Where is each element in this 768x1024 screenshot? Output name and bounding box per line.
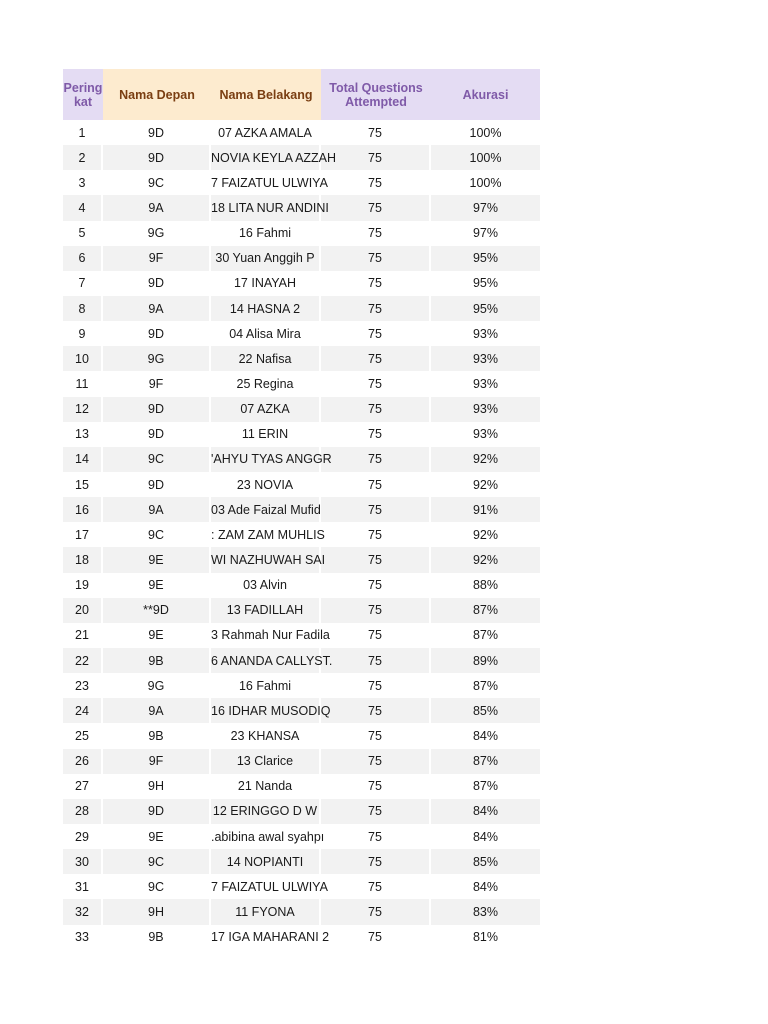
last-name-text: 07 AZKA <box>240 402 290 417</box>
accuracy-cell: 100% <box>431 170 540 195</box>
last-name-text: .abibina awal syahpı <box>211 829 325 844</box>
total-questions-cell: 75 <box>321 824 431 849</box>
table-body <box>63 120 540 950</box>
first-name-cell: 9C <box>103 170 211 195</box>
rank-cell: 22 <box>63 648 103 673</box>
total-questions-cell: 75 <box>321 648 431 673</box>
table-row <box>63 321 540 346</box>
first-name-cell: 9E <box>103 573 211 598</box>
rank-cell: 3 <box>63 170 103 195</box>
total-questions-cell: 75 <box>321 673 431 698</box>
rank-cell: 11 <box>63 371 103 396</box>
rank-cell: 14 <box>63 447 103 472</box>
last-name-text: 7 FAIZATUL ULWIYA <box>211 175 328 190</box>
accuracy-cell: 85% <box>431 849 540 874</box>
first-name-cell: 9A <box>103 497 211 522</box>
total-questions-cell: 75 <box>321 774 431 799</box>
rank-cell: 20 <box>63 598 103 623</box>
total-questions-cell: 75 <box>321 799 431 824</box>
rank-cell: 19 <box>63 573 103 598</box>
table-row <box>63 598 540 623</box>
first-name-cell: 9D <box>103 422 211 447</box>
total-questions-cell: 75 <box>321 723 431 748</box>
total-questions-cell: 75 <box>321 246 431 271</box>
last-name-cell <box>211 271 321 296</box>
table-row <box>63 397 540 422</box>
table-row <box>63 824 540 849</box>
last-name-cell <box>211 522 325 547</box>
total-questions-cell: 75 <box>321 472 431 497</box>
last-name-text: 13 Clarice <box>236 754 294 769</box>
first-name-cell: **9D <box>103 598 211 623</box>
last-name-text: 7 FAIZATUL ULWIYA <box>211 879 328 894</box>
table-row <box>63 120 540 145</box>
last-name-text: 30 Yuan Anggih P <box>215 251 315 266</box>
last-name-cell <box>211 547 326 572</box>
last-name-text: 16 Fahmi <box>238 226 292 241</box>
first-name-cell: 9D <box>103 321 211 346</box>
last-name-cell <box>211 447 332 472</box>
total-questions-cell: 75 <box>321 447 431 472</box>
last-name-text: 13 FADILLAH <box>226 603 304 618</box>
first-name-cell: 9A <box>103 296 211 321</box>
leaderboard-table <box>63 69 540 950</box>
total-questions-cell: 75 <box>321 221 431 246</box>
accuracy-cell: 84% <box>431 874 540 899</box>
accuracy-cell: 84% <box>431 723 540 748</box>
last-name-cell <box>211 472 321 497</box>
last-name-cell <box>211 397 321 422</box>
first-name-cell: 9D <box>103 120 211 145</box>
first-name-cell: 9C <box>103 849 211 874</box>
total-questions-cell: 75 <box>321 497 431 522</box>
last-name-text: 'AHYU TYAS ANGGR <box>211 452 332 467</box>
first-name-cell: 9F <box>103 246 211 271</box>
last-name-text: 14 HASNA 2 <box>229 301 301 316</box>
last-name-text: 04 Alisa Mira <box>229 326 301 341</box>
last-name-text: 03 Alvin <box>243 578 287 593</box>
rank-cell: 17 <box>63 522 103 547</box>
last-name-cell <box>211 899 321 924</box>
table-row <box>63 648 540 673</box>
accuracy-cell: 95% <box>431 271 540 296</box>
total-questions-cell: 75 <box>321 271 431 296</box>
accuracy-cell: 95% <box>431 246 540 271</box>
total-questions-cell: 75 <box>321 874 431 899</box>
last-name-cell <box>211 774 321 799</box>
last-name-cell <box>211 246 321 271</box>
last-name-cell <box>211 346 321 371</box>
table-row <box>63 472 540 497</box>
total-header-line2: Attempted <box>345 94 407 109</box>
last-name-cell <box>211 145 337 170</box>
rank-header-line1: Pering <box>63 80 103 95</box>
leaderboard-sheet <box>63 69 540 950</box>
table-row <box>63 547 540 572</box>
rank-cell: 28 <box>63 799 103 824</box>
first-name-cell: 9D <box>103 472 211 497</box>
rank-cell: 6 <box>63 246 103 271</box>
table-row <box>63 799 540 824</box>
accuracy-cell: 97% <box>431 195 540 220</box>
first-name-cell: 9B <box>103 723 211 748</box>
last-name-cell <box>211 749 321 774</box>
accuracy-cell: 97% <box>431 221 540 246</box>
last-name-text: 03 Ade Faizal Mufid <box>211 502 321 517</box>
last-name-cell <box>211 221 321 246</box>
table-row <box>63 422 540 447</box>
accuracy-cell: 87% <box>431 749 540 774</box>
total-questions-cell: 75 <box>321 899 431 924</box>
accuracy-cell: 100% <box>431 120 540 145</box>
table-header <box>63 69 540 120</box>
last-name-text: 23 NOVIA <box>236 477 294 492</box>
last-name-cell <box>211 170 328 195</box>
last-name-text: 07 AZKA AMALA <box>218 125 312 140</box>
accuracy-cell: 95% <box>431 296 540 321</box>
accuracy-cell: 92% <box>431 472 540 497</box>
table-row <box>63 623 540 648</box>
rank-cell: 32 <box>63 899 103 924</box>
first-name-cell: 9A <box>103 195 211 220</box>
rank-cell: 31 <box>63 874 103 899</box>
last-name-cell <box>211 824 325 849</box>
rank-cell: 26 <box>63 749 103 774</box>
rank-cell: 4 <box>63 195 103 220</box>
first-name-cell: 9H <box>103 899 211 924</box>
table-row <box>63 573 540 598</box>
rank-header-line2: kat <box>73 94 93 109</box>
last-name-cell <box>211 120 321 145</box>
last-name-text: 6 ANANDA CALLYST. <box>211 653 333 668</box>
first-name-cell: 9E <box>103 623 211 648</box>
rank-cell: 30 <box>63 849 103 874</box>
last-name-text: 25 Regina <box>236 376 294 391</box>
accuracy-cell: 84% <box>431 799 540 824</box>
first-name-cell: 9B <box>103 648 211 673</box>
accuracy-cell: 93% <box>431 422 540 447</box>
total-questions-cell: 75 <box>321 296 431 321</box>
accuracy-cell: 93% <box>431 321 540 346</box>
accuracy-cell: 87% <box>431 774 540 799</box>
accuracy-cell: 87% <box>431 673 540 698</box>
table-row <box>63 271 540 296</box>
rank-cell: 27 <box>63 774 103 799</box>
table-row <box>63 774 540 799</box>
table-row <box>63 899 540 924</box>
accuracy-cell: 83% <box>431 899 540 924</box>
last-name-cell <box>211 799 321 824</box>
rank-cell: 2 <box>63 145 103 170</box>
last-name-cell <box>211 371 321 396</box>
first-name-cell: 9C <box>103 874 211 899</box>
rank-cell: 18 <box>63 547 103 572</box>
table-row <box>63 874 540 899</box>
last-name-cell <box>211 623 330 648</box>
accuracy-cell: 93% <box>431 346 540 371</box>
last-name-text: 21 Nanda <box>237 779 293 794</box>
rank-cell: 5 <box>63 221 103 246</box>
total-questions-header <box>321 69 431 120</box>
accuracy-cell: 88% <box>431 573 540 598</box>
rank-cell: 1 <box>63 120 103 145</box>
last-name-text: WI NAZHUWAH SAI <box>211 552 326 567</box>
total-questions-cell: 75 <box>321 749 431 774</box>
rank-cell: 8 <box>63 296 103 321</box>
total-questions-cell: 75 <box>321 573 431 598</box>
total-questions-cell: 75 <box>321 397 431 422</box>
rank-cell: 24 <box>63 698 103 723</box>
last-name-text: 11 ERIN <box>241 427 289 442</box>
table-row <box>63 296 540 321</box>
rank-cell: 9 <box>63 321 103 346</box>
last-name-text: 12 ERINGGO D W <box>212 804 318 819</box>
last-name-cell <box>211 321 321 346</box>
table-row <box>63 673 540 698</box>
accuracy-cell: 92% <box>431 447 540 472</box>
total-questions-cell: 75 <box>321 120 431 145</box>
accuracy-cell: 85% <box>431 698 540 723</box>
rank-cell: 21 <box>63 623 103 648</box>
total-questions-cell: 75 <box>321 598 431 623</box>
accuracy-cell: 92% <box>431 547 540 572</box>
first-name-cell: 9F <box>103 749 211 774</box>
last-name-text: 22 Nafisa <box>238 351 292 366</box>
accuracy-cell: 87% <box>431 623 540 648</box>
table-row <box>63 925 540 950</box>
total-questions-cell: 75 <box>321 170 431 195</box>
rank-cell: 16 <box>63 497 103 522</box>
last-name-text: 17 IGA MAHARANI 2 <box>211 930 330 945</box>
first-name-cell: 9E <box>103 824 211 849</box>
last-name-cell <box>211 723 321 748</box>
last-name-text: NOVIA KEYLA AZZAH <box>211 150 337 165</box>
rank-header <box>63 69 103 120</box>
table-row <box>63 346 540 371</box>
last-name-text: 17 INAYAH <box>233 276 297 291</box>
rank-cell: 23 <box>63 673 103 698</box>
total-questions-cell: 75 <box>321 849 431 874</box>
table-row <box>63 447 540 472</box>
first-name-cell: 9A <box>103 698 211 723</box>
accuracy-cell: 93% <box>431 397 540 422</box>
last-name-text: 18 LITA NUR ANDINI <box>211 200 329 215</box>
first-name-header: Nama Depan <box>103 69 211 120</box>
rank-cell: 13 <box>63 422 103 447</box>
table-row <box>63 145 540 170</box>
first-name-cell: 9D <box>103 397 211 422</box>
last-name-cell <box>211 673 321 698</box>
first-name-cell: 9F <box>103 371 211 396</box>
last-name-text: 16 Fahmi <box>238 678 292 693</box>
total-questions-cell: 75 <box>321 422 431 447</box>
first-name-cell: 9D <box>103 799 211 824</box>
rank-cell: 33 <box>63 925 103 950</box>
first-name-cell: 9B <box>103 925 211 950</box>
rank-cell: 7 <box>63 271 103 296</box>
rank-cell: 10 <box>63 346 103 371</box>
accuracy-cell: 81% <box>431 925 540 950</box>
accuracy-cell: 93% <box>431 371 540 396</box>
last-name-text: 23 KHANSA <box>230 728 300 743</box>
rank-cell: 15 <box>63 472 103 497</box>
table-row <box>63 195 540 220</box>
table-row <box>63 246 540 271</box>
first-name-cell: 9G <box>103 221 211 246</box>
first-name-cell: 9C <box>103 522 211 547</box>
accuracy-cell: 84% <box>431 824 540 849</box>
last-name-cell <box>211 925 330 950</box>
header-row <box>63 69 540 120</box>
first-name-cell: 9G <box>103 673 211 698</box>
total-questions-cell: 75 <box>321 698 431 723</box>
total-questions-cell: 75 <box>321 195 431 220</box>
accuracy-cell: 100% <box>431 145 540 170</box>
accuracy-cell: 87% <box>431 598 540 623</box>
total-questions-cell: 75 <box>321 623 431 648</box>
total-questions-cell: 75 <box>321 925 431 950</box>
table-row <box>63 749 540 774</box>
last-name-cell <box>211 296 321 321</box>
accuracy-cell: 92% <box>431 522 540 547</box>
last-name-cell <box>211 195 329 220</box>
last-name-cell <box>211 573 321 598</box>
table-row <box>63 522 540 547</box>
table-row <box>63 221 540 246</box>
rank-cell: 25 <box>63 723 103 748</box>
total-header-line1: Total Questions <box>329 80 423 95</box>
first-name-cell: 9G <box>103 346 211 371</box>
last-name-cell <box>211 422 321 447</box>
table-row <box>63 497 540 522</box>
total-questions-cell: 75 <box>321 522 431 547</box>
first-name-cell: 9C <box>103 447 211 472</box>
last-name-text: 16 IDHAR MUSODIQ <box>211 703 331 718</box>
table-row <box>63 849 540 874</box>
table-row <box>63 170 540 195</box>
total-questions-cell: 75 <box>321 346 431 371</box>
accuracy-header: Akurasi <box>431 69 540 120</box>
total-questions-cell: 75 <box>321 145 431 170</box>
first-name-cell: 9D <box>103 145 211 170</box>
last-name-text: : ZAM ZAM MUHLIS <box>211 527 325 542</box>
last-name-cell <box>211 698 331 723</box>
last-name-cell <box>211 874 328 899</box>
last-name-text: 14 NOPIANTI <box>226 854 304 869</box>
last-name-cell <box>211 849 321 874</box>
total-questions-cell: 75 <box>321 371 431 396</box>
last-name-cell <box>211 648 333 673</box>
last-name-cell <box>211 497 321 522</box>
accuracy-cell: 89% <box>431 648 540 673</box>
table-row <box>63 371 540 396</box>
first-name-cell: 9H <box>103 774 211 799</box>
rank-cell: 29 <box>63 824 103 849</box>
first-name-cell: 9E <box>103 547 211 572</box>
table-row <box>63 723 540 748</box>
last-name-text: 3 Rahmah Nur Fadila <box>211 628 330 643</box>
table-row <box>63 698 540 723</box>
rank-cell: 12 <box>63 397 103 422</box>
total-questions-cell: 75 <box>321 321 431 346</box>
total-questions-cell: 75 <box>321 547 431 572</box>
last-name-cell <box>211 598 321 623</box>
accuracy-cell: 91% <box>431 497 540 522</box>
last-name-header: Nama Belakang <box>211 69 321 120</box>
last-name-text: 11 FYONA <box>235 904 295 919</box>
first-name-cell: 9D <box>103 271 211 296</box>
